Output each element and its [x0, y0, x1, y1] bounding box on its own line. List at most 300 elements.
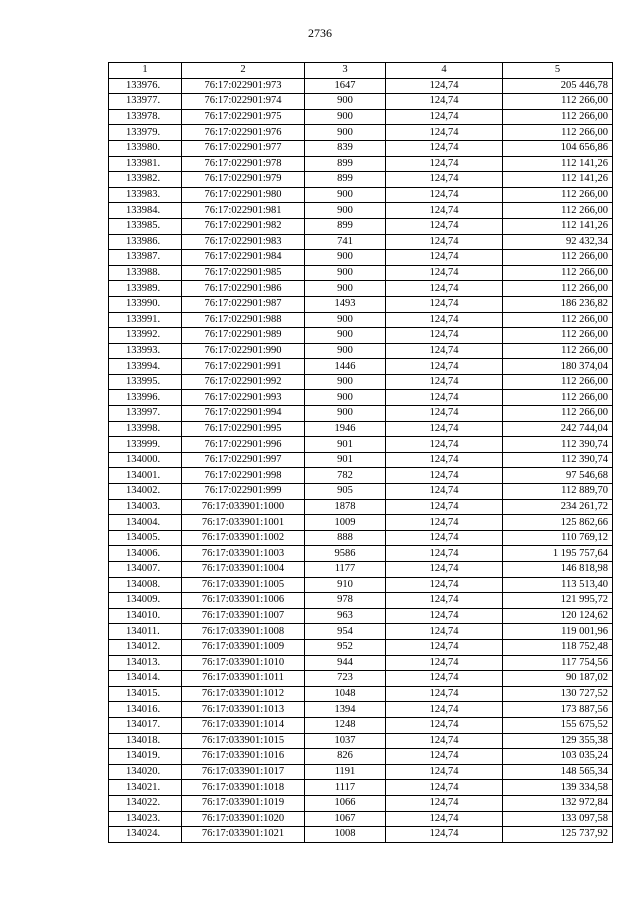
- area-cell: 1248: [305, 717, 386, 733]
- table-row: [109, 702, 613, 718]
- cadastral-number-cell: 76:17:022901:996: [182, 437, 305, 453]
- row-number-cell: 134015.: [109, 686, 182, 702]
- area-cell: 900: [305, 312, 386, 328]
- table-row: [109, 312, 613, 328]
- rate-cell: 124,74: [386, 655, 503, 671]
- area-cell: 888: [305, 530, 386, 546]
- rate-cell: 124,74: [386, 717, 503, 733]
- rate-cell: 124,74: [386, 484, 503, 500]
- rate-cell: 124,74: [386, 562, 503, 578]
- row-number-cell: 134000.: [109, 452, 182, 468]
- row-number-cell: 133981.: [109, 156, 182, 172]
- table-row: [109, 562, 613, 578]
- table-row: [109, 827, 613, 843]
- value-cell: 112 266,00: [503, 125, 613, 141]
- table-row: [109, 250, 613, 266]
- rate-cell: 124,74: [386, 281, 503, 297]
- row-number-cell: 134014.: [109, 671, 182, 687]
- area-cell: 1037: [305, 733, 386, 749]
- row-number-cell: 134008.: [109, 577, 182, 593]
- value-cell: 110 769,12: [503, 530, 613, 546]
- row-number-cell: 134009.: [109, 593, 182, 609]
- value-cell: 155 675,52: [503, 717, 613, 733]
- rate-cell: 124,74: [386, 780, 503, 796]
- value-cell: 112 266,00: [503, 187, 613, 203]
- row-number-cell: 133986.: [109, 234, 182, 250]
- cadastral-number-cell: 76:17:022901:995: [182, 421, 305, 437]
- rate-cell: 124,74: [386, 671, 503, 687]
- table-row: [109, 608, 613, 624]
- value-cell: 120 124,62: [503, 608, 613, 624]
- row-number-cell: 133980.: [109, 140, 182, 156]
- rate-cell: 124,74: [386, 374, 503, 390]
- area-cell: 954: [305, 624, 386, 640]
- value-cell: 112 266,00: [503, 203, 613, 219]
- row-number-cell: 134010.: [109, 608, 182, 624]
- rate-cell: 124,74: [386, 203, 503, 219]
- table-row: [109, 639, 613, 655]
- table-row: [109, 156, 613, 172]
- rate-cell: 124,74: [386, 749, 503, 765]
- row-number-cell: 133984.: [109, 203, 182, 219]
- cadastral-number-cell: 76:17:022901:999: [182, 484, 305, 500]
- cadastral-number-cell: 76:17:033901:1004: [182, 562, 305, 578]
- table-row: [109, 795, 613, 811]
- table-row: [109, 655, 613, 671]
- table-row: [109, 499, 613, 515]
- area-cell: 1946: [305, 421, 386, 437]
- area-cell: 901: [305, 437, 386, 453]
- cadastral-number-cell: 76:17:033901:1010: [182, 655, 305, 671]
- table-row: [109, 764, 613, 780]
- table-row: [109, 546, 613, 562]
- row-number-cell: 133988.: [109, 265, 182, 281]
- value-cell: 186 236,82: [503, 296, 613, 312]
- cadastral-number-cell: 76:17:033901:1011: [182, 671, 305, 687]
- rate-cell: 124,74: [386, 577, 503, 593]
- area-cell: 1048: [305, 686, 386, 702]
- row-number-cell: 134023.: [109, 811, 182, 827]
- rate-cell: 124,74: [386, 811, 503, 827]
- area-cell: 1067: [305, 811, 386, 827]
- table-row: [109, 811, 613, 827]
- cadastral-number-cell: 76:17:022901:994: [182, 406, 305, 422]
- cadastral-number-cell: 76:17:022901:987: [182, 296, 305, 312]
- value-cell: 112 889,70: [503, 484, 613, 500]
- row-number-cell: 134018.: [109, 733, 182, 749]
- rate-cell: 124,74: [386, 639, 503, 655]
- area-cell: 1446: [305, 359, 386, 375]
- table-row: [109, 749, 613, 765]
- table-row: [109, 172, 613, 188]
- area-cell: 900: [305, 281, 386, 297]
- row-number-cell: 134024.: [109, 827, 182, 843]
- table-row: [109, 218, 613, 234]
- cadastral-number-cell: 76:17:033901:1000: [182, 499, 305, 515]
- table-row: [109, 484, 613, 500]
- cadastral-number-cell: 76:17:022901:979: [182, 172, 305, 188]
- value-cell: 125 737,92: [503, 827, 613, 843]
- cadastral-number-cell: 76:17:033901:1012: [182, 686, 305, 702]
- value-cell: 112 266,00: [503, 374, 613, 390]
- rate-cell: 124,74: [386, 515, 503, 531]
- rate-cell: 124,74: [386, 452, 503, 468]
- table-body: [109, 78, 613, 842]
- area-cell: 723: [305, 671, 386, 687]
- rate-cell: 124,74: [386, 156, 503, 172]
- table-row: [109, 281, 613, 297]
- area-cell: 901: [305, 452, 386, 468]
- table-row: [109, 686, 613, 702]
- cadastral-number-cell: 76:17:022901:988: [182, 312, 305, 328]
- area-cell: 963: [305, 608, 386, 624]
- area-cell: 900: [305, 265, 386, 281]
- table-row: [109, 593, 613, 609]
- rate-cell: 124,74: [386, 109, 503, 125]
- area-cell: 1647: [305, 78, 386, 94]
- area-cell: 900: [305, 203, 386, 219]
- area-cell: 905: [305, 484, 386, 500]
- table-row: [109, 468, 613, 484]
- row-number-cell: 133985.: [109, 218, 182, 234]
- registry-table: [108, 62, 613, 843]
- cadastral-number-cell: 76:17:022901:975: [182, 109, 305, 125]
- area-cell: 900: [305, 94, 386, 110]
- value-cell: 112 266,00: [503, 343, 613, 359]
- cadastral-number-cell: 76:17:033901:1020: [182, 811, 305, 827]
- value-cell: 92 432,34: [503, 234, 613, 250]
- table-row: [109, 78, 613, 94]
- cadastral-number-cell: 76:17:022901:998: [182, 468, 305, 484]
- table-row: [109, 203, 613, 219]
- area-cell: 1008: [305, 827, 386, 843]
- value-cell: 112 266,00: [503, 406, 613, 422]
- value-cell: 173 887,56: [503, 702, 613, 718]
- row-number-cell: 134013.: [109, 655, 182, 671]
- rate-cell: 124,74: [386, 328, 503, 344]
- rate-cell: 124,74: [386, 94, 503, 110]
- row-number-cell: 134021.: [109, 780, 182, 796]
- rate-cell: 124,74: [386, 406, 503, 422]
- cadastral-number-cell: 76:17:033901:1019: [182, 795, 305, 811]
- area-cell: 900: [305, 328, 386, 344]
- cadastral-number-cell: 76:17:033901:1003: [182, 546, 305, 562]
- row-number-cell: 133994.: [109, 359, 182, 375]
- area-cell: 899: [305, 218, 386, 234]
- area-cell: 741: [305, 234, 386, 250]
- cadastral-number-cell: 76:17:022901:982: [182, 218, 305, 234]
- value-cell: 112 266,00: [503, 94, 613, 110]
- area-cell: 978: [305, 593, 386, 609]
- cadastral-number-cell: 76:17:022901:981: [182, 203, 305, 219]
- cadastral-number-cell: 76:17:033901:1016: [182, 749, 305, 765]
- rate-cell: 124,74: [386, 359, 503, 375]
- rate-cell: 124,74: [386, 78, 503, 94]
- area-cell: 1493: [305, 296, 386, 312]
- value-cell: 242 744,04: [503, 421, 613, 437]
- rate-cell: 124,74: [386, 686, 503, 702]
- rate-cell: 124,74: [386, 468, 503, 484]
- value-cell: 112 141,26: [503, 156, 613, 172]
- row-number-cell: 133992.: [109, 328, 182, 344]
- rate-cell: 124,74: [386, 764, 503, 780]
- rate-cell: 124,74: [386, 125, 503, 141]
- table-row: [109, 265, 613, 281]
- area-cell: 899: [305, 156, 386, 172]
- cadastral-number-cell: 76:17:022901:989: [182, 328, 305, 344]
- value-cell: 121 995,72: [503, 593, 613, 609]
- value-cell: 139 334,58: [503, 780, 613, 796]
- row-number-cell: 134019.: [109, 749, 182, 765]
- rate-cell: 124,74: [386, 140, 503, 156]
- row-number-cell: 134022.: [109, 795, 182, 811]
- area-cell: 1117: [305, 780, 386, 796]
- value-cell: 112 266,00: [503, 265, 613, 281]
- value-cell: 103 035,24: [503, 749, 613, 765]
- value-cell: 148 565,34: [503, 764, 613, 780]
- rate-cell: 124,74: [386, 827, 503, 843]
- cadastral-number-cell: 76:17:022901:986: [182, 281, 305, 297]
- rate-cell: 124,74: [386, 608, 503, 624]
- table-row: [109, 624, 613, 640]
- column-header-1: 1: [109, 63, 182, 79]
- rate-cell: 124,74: [386, 250, 503, 266]
- column-header-4: 4: [386, 63, 503, 79]
- value-cell: 130 727,52: [503, 686, 613, 702]
- table-row: [109, 343, 613, 359]
- area-cell: 839: [305, 140, 386, 156]
- value-cell: 1 195 757,64: [503, 546, 613, 562]
- value-cell: 112 141,26: [503, 172, 613, 188]
- area-cell: 910: [305, 577, 386, 593]
- column-header-5: 5: [503, 63, 613, 79]
- table-row: [109, 359, 613, 375]
- row-number-cell: 133977.: [109, 94, 182, 110]
- area-cell: 1191: [305, 764, 386, 780]
- cadastral-number-cell: 76:17:033901:1005: [182, 577, 305, 593]
- cadastral-number-cell: 76:17:033901:1018: [182, 780, 305, 796]
- cadastral-number-cell: 76:17:022901:978: [182, 156, 305, 172]
- cadastral-number-cell: 76:17:033901:1006: [182, 593, 305, 609]
- value-cell: 112 266,00: [503, 328, 613, 344]
- value-cell: 112 141,26: [503, 218, 613, 234]
- rate-cell: 124,74: [386, 733, 503, 749]
- row-number-cell: 133991.: [109, 312, 182, 328]
- cadastral-number-cell: 76:17:022901:984: [182, 250, 305, 266]
- row-number-cell: 133998.: [109, 421, 182, 437]
- row-number-cell: 134006.: [109, 546, 182, 562]
- value-cell: 112 266,00: [503, 109, 613, 125]
- cadastral-number-cell: 76:17:022901:997: [182, 452, 305, 468]
- value-cell: 132 972,84: [503, 795, 613, 811]
- area-cell: 900: [305, 187, 386, 203]
- header-row: [109, 63, 613, 79]
- value-cell: 113 513,40: [503, 577, 613, 593]
- row-number-cell: 134020.: [109, 764, 182, 780]
- area-cell: 899: [305, 172, 386, 188]
- rate-cell: 124,74: [386, 312, 503, 328]
- table-row: [109, 530, 613, 546]
- rate-cell: 124,74: [386, 702, 503, 718]
- area-cell: 1066: [305, 795, 386, 811]
- table-row: [109, 390, 613, 406]
- area-cell: 900: [305, 390, 386, 406]
- table-row: [109, 717, 613, 733]
- cadastral-number-cell: 76:17:033901:1017: [182, 764, 305, 780]
- cadastral-number-cell: 76:17:022901:974: [182, 94, 305, 110]
- rate-cell: 124,74: [386, 187, 503, 203]
- rate-cell: 124,74: [386, 218, 503, 234]
- cadastral-number-cell: 76:17:033901:1021: [182, 827, 305, 843]
- cadastral-number-cell: 76:17:033901:1002: [182, 530, 305, 546]
- cadastral-number-cell: 76:17:033901:1013: [182, 702, 305, 718]
- value-cell: 112 266,00: [503, 390, 613, 406]
- value-cell: 180 374,04: [503, 359, 613, 375]
- column-header-2: 2: [182, 63, 305, 79]
- row-number-cell: 133982.: [109, 172, 182, 188]
- row-number-cell: 134001.: [109, 468, 182, 484]
- table-row: [109, 437, 613, 453]
- value-cell: 97 546,68: [503, 468, 613, 484]
- cadastral-number-cell: 76:17:022901:976: [182, 125, 305, 141]
- value-cell: 117 754,56: [503, 655, 613, 671]
- cadastral-number-cell: 76:17:022901:983: [182, 234, 305, 250]
- cadastral-number-cell: 76:17:022901:993: [182, 390, 305, 406]
- value-cell: 112 390,74: [503, 437, 613, 453]
- cadastral-number-cell: 76:17:022901:991: [182, 359, 305, 375]
- table-row: [109, 515, 613, 531]
- row-number-cell: 133997.: [109, 406, 182, 422]
- row-number-cell: 134004.: [109, 515, 182, 531]
- row-number-cell: 133989.: [109, 281, 182, 297]
- table-row: [109, 780, 613, 796]
- cadastral-number-cell: 76:17:022901:973: [182, 78, 305, 94]
- area-cell: 1878: [305, 499, 386, 515]
- table-row: [109, 296, 613, 312]
- rate-cell: 124,74: [386, 499, 503, 515]
- cadastral-number-cell: 76:17:022901:992: [182, 374, 305, 390]
- area-cell: 952: [305, 639, 386, 655]
- rate-cell: 124,74: [386, 624, 503, 640]
- value-cell: 133 097,58: [503, 811, 613, 827]
- row-number-cell: 134016.: [109, 702, 182, 718]
- row-number-cell: 134012.: [109, 639, 182, 655]
- area-cell: 1009: [305, 515, 386, 531]
- area-cell: 782: [305, 468, 386, 484]
- row-number-cell: 133999.: [109, 437, 182, 453]
- cadastral-number-cell: 76:17:033901:1008: [182, 624, 305, 640]
- table-row: [109, 671, 613, 687]
- row-number-cell: 134007.: [109, 562, 182, 578]
- cadastral-number-cell: 76:17:022901:977: [182, 140, 305, 156]
- cadastral-number-cell: 76:17:022901:985: [182, 265, 305, 281]
- table-row: [109, 406, 613, 422]
- row-number-cell: 134003.: [109, 499, 182, 515]
- value-cell: 205 446,78: [503, 78, 613, 94]
- row-number-cell: 134017.: [109, 717, 182, 733]
- table-header: [109, 63, 613, 79]
- value-cell: 125 862,66: [503, 515, 613, 531]
- cadastral-number-cell: 76:17:033901:1014: [182, 717, 305, 733]
- rate-cell: 124,74: [386, 530, 503, 546]
- cadastral-number-cell: 76:17:033901:1001: [182, 515, 305, 531]
- rate-cell: 124,74: [386, 343, 503, 359]
- area-cell: 1177: [305, 562, 386, 578]
- column-header-3: 3: [305, 63, 386, 79]
- row-number-cell: 134005.: [109, 530, 182, 546]
- cadastral-number-cell: 76:17:033901:1015: [182, 733, 305, 749]
- cadastral-number-cell: 76:17:022901:980: [182, 187, 305, 203]
- row-number-cell: 133979.: [109, 125, 182, 141]
- rate-cell: 124,74: [386, 234, 503, 250]
- row-number-cell: 133976.: [109, 78, 182, 94]
- area-cell: 944: [305, 655, 386, 671]
- cadastral-number-cell: 76:17:033901:1009: [182, 639, 305, 655]
- value-cell: 112 266,00: [503, 281, 613, 297]
- area-cell: 900: [305, 374, 386, 390]
- value-cell: 104 656,86: [503, 140, 613, 156]
- table-row: [109, 452, 613, 468]
- row-number-cell: 134011.: [109, 624, 182, 640]
- value-cell: 129 355,38: [503, 733, 613, 749]
- table-row: [109, 374, 613, 390]
- rate-cell: 124,74: [386, 390, 503, 406]
- area-cell: 826: [305, 749, 386, 765]
- value-cell: 112 266,00: [503, 312, 613, 328]
- page-number: 2736: [308, 26, 332, 40]
- table-row: [109, 577, 613, 593]
- area-cell: 1394: [305, 702, 386, 718]
- area-cell: 900: [305, 343, 386, 359]
- cadastral-number-cell: 76:17:022901:990: [182, 343, 305, 359]
- row-number-cell: 133990.: [109, 296, 182, 312]
- rate-cell: 124,74: [386, 546, 503, 562]
- rate-cell: 124,74: [386, 172, 503, 188]
- value-cell: 112 266,00: [503, 250, 613, 266]
- area-cell: 900: [305, 109, 386, 125]
- table-row: [109, 140, 613, 156]
- rate-cell: 124,74: [386, 437, 503, 453]
- rate-cell: 124,74: [386, 795, 503, 811]
- row-number-cell: 133993.: [109, 343, 182, 359]
- value-cell: 234 261,72: [503, 499, 613, 515]
- value-cell: 112 390,74: [503, 452, 613, 468]
- row-number-cell: 133983.: [109, 187, 182, 203]
- value-cell: 146 818,98: [503, 562, 613, 578]
- area-cell: 900: [305, 406, 386, 422]
- row-number-cell: 133995.: [109, 374, 182, 390]
- table-row: [109, 94, 613, 110]
- value-cell: 90 187,02: [503, 671, 613, 687]
- rate-cell: 124,74: [386, 265, 503, 281]
- area-cell: 900: [305, 125, 386, 141]
- row-number-cell: 133987.: [109, 250, 182, 266]
- table-row: [109, 187, 613, 203]
- table-row: [109, 234, 613, 250]
- table-row: [109, 421, 613, 437]
- area-cell: 900: [305, 250, 386, 266]
- cadastral-number-cell: 76:17:033901:1007: [182, 608, 305, 624]
- value-cell: 118 752,48: [503, 639, 613, 655]
- rate-cell: 124,74: [386, 421, 503, 437]
- value-cell: 119 001,96: [503, 624, 613, 640]
- rate-cell: 124,74: [386, 296, 503, 312]
- rate-cell: 124,74: [386, 593, 503, 609]
- table-row: [109, 125, 613, 141]
- area-cell: 9586: [305, 546, 386, 562]
- row-number-cell: 133978.: [109, 109, 182, 125]
- table-row: [109, 733, 613, 749]
